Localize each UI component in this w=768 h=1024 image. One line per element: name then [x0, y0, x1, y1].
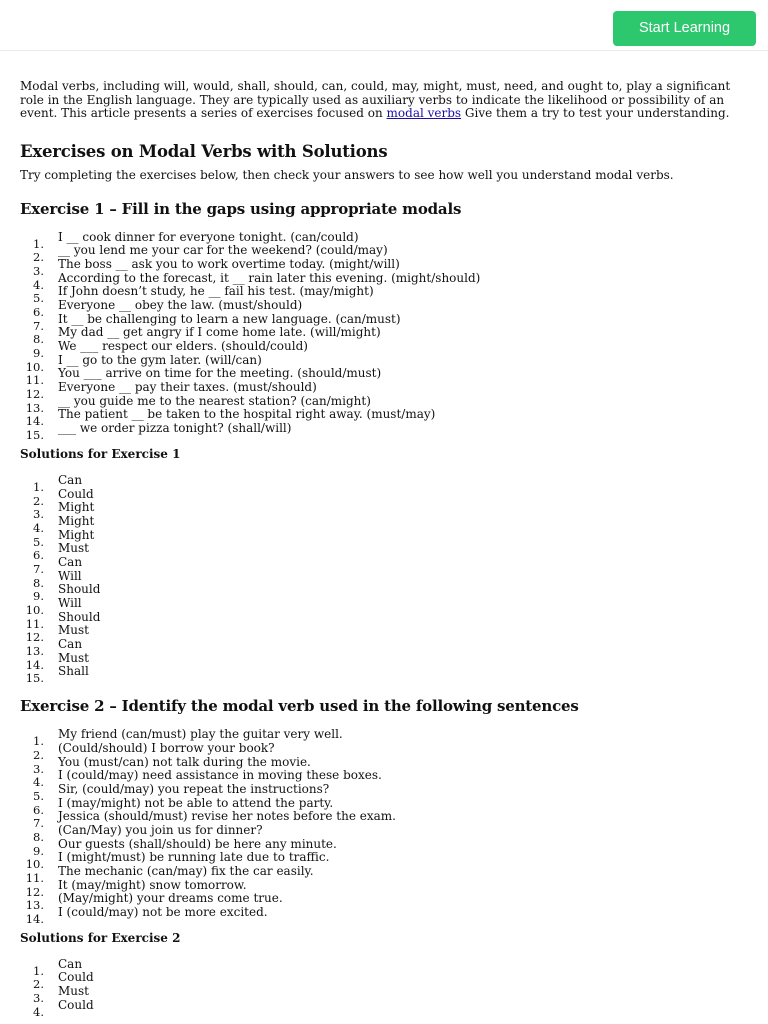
list-item-text: You (must/can) not talk during the movie.	[58, 754, 311, 769]
main-subtitle: Try completing the exercises below, then check your answers to see how well you understand modal verbs.	[20, 167, 674, 182]
article-content	[20, 79, 750, 1019]
list-item-number: 4.	[33, 775, 44, 790]
list-item-text: Should	[58, 582, 101, 597]
list-item-text: I (may/might) not be able to attend the party.	[58, 795, 334, 810]
list-item-number: 3.	[33, 507, 44, 522]
solutions-1-title: Solutions for Exercise 1	[20, 446, 181, 461]
list-item-number: 3.	[33, 761, 44, 776]
list-item-text: The mechanic (can/may) fix the car easily.	[58, 864, 314, 878]
list-item-number: 15.	[25, 671, 44, 686]
list-item-number: 7.	[33, 816, 44, 831]
list-item-number: 3.	[33, 263, 44, 278]
list-item-number: 7.	[33, 561, 44, 576]
list-item-number: 8.	[33, 829, 44, 844]
list-item-text: Will	[58, 596, 82, 610]
list-item-number: 12.	[25, 387, 44, 402]
list-item-text: Could	[58, 970, 94, 985]
list-item-number: 14.	[25, 657, 44, 672]
exercise-1-title: Exercise 1 – Fill in the gaps using appropriate modals	[20, 199, 462, 218]
list-item-text: Could	[58, 486, 94, 501]
list-item-text: (Could/should) I borrow your book?	[58, 740, 275, 755]
list-item-text: Can	[58, 956, 83, 971]
list-item-text: Could	[58, 997, 94, 1012]
list-item-text: Might	[58, 513, 95, 528]
list-item-text: Must	[58, 541, 89, 556]
exercise-2-list	[20, 727, 750, 927]
list-item-text: Can	[58, 554, 83, 569]
list-item-number: 2.	[33, 250, 44, 265]
list-item-number: 13.	[25, 644, 44, 659]
list-item-number: 14.	[25, 414, 44, 429]
list-item	[33, 513, 750, 535]
list-item-number: 5.	[33, 291, 44, 306]
list-item-text: I (could/may) need assistance in moving these boxes.	[58, 768, 382, 783]
modal-verbs-link[interactable]: modal verbs	[386, 106, 462, 120]
list-item-number: 5.	[33, 534, 44, 549]
list-item-number: 2.	[33, 747, 44, 762]
list-item-number: 3.	[33, 991, 44, 1006]
list-item	[33, 997, 750, 1019]
list-item-number: 5.	[33, 788, 44, 803]
list-item-number: 10.	[25, 603, 44, 617]
list-item-text: My dad __ get angry if I come home late. (will/might)	[58, 325, 381, 340]
list-item-number: 13.	[25, 898, 44, 913]
list-item-number: 6.	[33, 304, 44, 319]
list-item-number: 4.	[33, 1004, 44, 1019]
list-item-text: We ___ respect our elders. (should/could)	[58, 339, 308, 353]
list-item-number: 12.	[25, 884, 44, 899]
list-item-number: 8.	[33, 332, 44, 347]
list-item-number: 10.	[25, 359, 44, 374]
list-item-number: 4.	[33, 277, 44, 292]
exercise-1-list	[20, 229, 750, 443]
list-item-number: 11.	[25, 373, 44, 388]
solutions-2-list	[20, 956, 750, 1019]
list-item-number: 2.	[33, 493, 44, 508]
list-item-number: 1.	[33, 963, 44, 978]
list-item-text: I (might/must) be running late due to traffic.	[58, 850, 330, 865]
list-item-number: 15.	[25, 428, 44, 443]
list-item-text: Can	[58, 637, 83, 652]
list-item-text: The boss __ ask you to work overtime today. (might/will)	[58, 256, 400, 271]
list-item-number: 10.	[25, 857, 44, 872]
list-item-number: 6.	[33, 802, 44, 817]
list-item-number: 14.	[25, 912, 44, 927]
solutions-1-list	[20, 472, 750, 686]
list-item-text: According to the forecast, it __ rain later this evening. (might/should)	[58, 270, 481, 285]
list-item-number: 4.	[33, 520, 44, 535]
list-item-number: 2.	[33, 977, 44, 992]
list-item-number: 7.	[33, 318, 44, 333]
list-item-text: Can	[58, 472, 83, 487]
start-learning-button[interactable]: Start Learning	[613, 11, 756, 46]
list-item-number: 11.	[25, 871, 44, 885]
list-item-number: 9.	[33, 843, 44, 858]
list-item-text: __ you lend me your car for the weekend? (could/may)	[58, 243, 388, 258]
list-item-text: I __ cook dinner for everyone tonight. (can/could)	[58, 229, 359, 244]
list-item	[33, 500, 750, 522]
list-item-text: Our guests (shall/should) be here any minute.	[58, 836, 337, 851]
exercise-2-title: Exercise 2 – Identify the modal verb used in the following sentences	[20, 697, 579, 716]
list-item-text: __ you guide me to the nearest station? (can/might)	[58, 393, 371, 408]
list-item-text: Must	[58, 623, 89, 638]
solutions-2-title: Solutions for Exercise 2	[20, 930, 181, 945]
intro-text-after: Give them a try to test your understanding.	[461, 106, 730, 120]
list-item-text: It __ be challenging to learn a new language. (can/must)	[58, 311, 401, 326]
list-item-text: Sir, (could/may) you repeat the instructions?	[58, 781, 330, 796]
list-item-text: Everyone __ pay their taxes. (must/should)	[58, 380, 317, 395]
main-heading: Exercises on Modal Verbs with Solutions	[20, 141, 388, 161]
intro-text: Modal verbs, including will, would, shall, should, can, could, may, might, must, need, and ought to, play a significant role in the English language. They are typically used as auxiliary verbs to indicate the likelihood or possibility of an event. This article presents a series of exercises focused on	[20, 79, 731, 120]
list-item-text: (May/might) your dreams come true.	[58, 891, 283, 906]
list-item-number: 9.	[33, 589, 44, 604]
list-item-text: My friend (can/must) play the guitar very well.	[58, 727, 343, 742]
list-item-text: (Can/May) you join us for dinner?	[58, 822, 263, 837]
list-item-text: If John doesn’t study, he __ fail his test. (may/might)	[58, 284, 374, 299]
list-item-text: Must	[58, 984, 89, 999]
list-item-number: 9.	[33, 346, 44, 360]
list-item-number: 1.	[33, 236, 44, 251]
list-item-number: 6.	[33, 548, 44, 563]
list-item-text: ___ we order pizza tonight? (shall/will)	[58, 421, 292, 436]
intro-paragraph	[20, 80, 750, 121]
list-item-text: It (may/might) snow tomorrow.	[58, 877, 247, 892]
list-item-text: Might	[58, 527, 95, 542]
list-item-number: 1.	[33, 734, 44, 749]
list-item-text: Jessica (should/must) revise her notes before the exam.	[58, 809, 396, 824]
list-item-text: The patient __ be taken to the hospital right away. (must/may)	[58, 407, 436, 422]
list-item-number: 8.	[33, 575, 44, 590]
list-item-text: You ___ arrive on time for the meeting. (should/must)	[58, 366, 382, 381]
list-item-text: I __ go to the gym later. (will/can)	[58, 352, 262, 367]
list-item-number: 12.	[25, 630, 44, 645]
top-bar	[0, 0, 768, 51]
list-item-text: Will	[58, 568, 82, 583]
list-item-text: Must	[58, 650, 89, 665]
list-item-text: Everyone __ obey the law. (must/should)	[58, 297, 303, 312]
list-item-number: 1.	[33, 479, 44, 494]
list-item-number: 13.	[25, 400, 44, 415]
list-item-text: Might	[58, 500, 95, 515]
list-item-number: 11.	[25, 616, 44, 631]
list-item-text: I (could/may) not be more excited.	[58, 905, 268, 920]
list-item-text: Shall	[58, 664, 89, 679]
list-item-text: Should	[58, 609, 101, 624]
